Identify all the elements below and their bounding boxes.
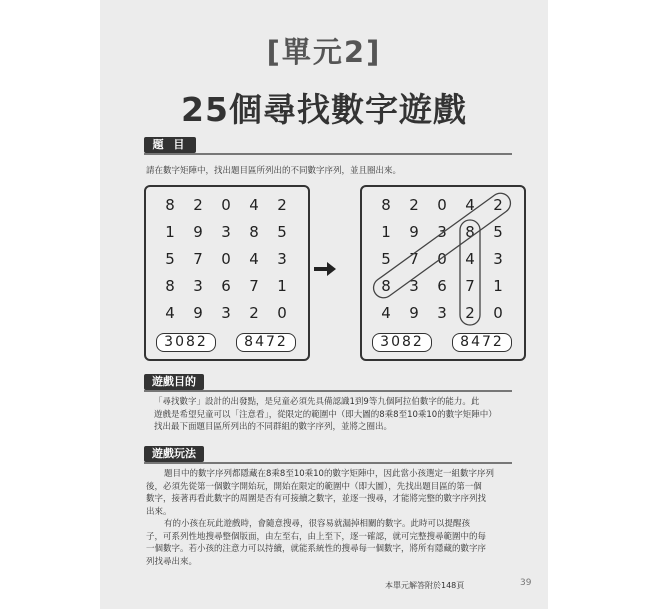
grid-cell: 9 [193,304,203,322]
grid-cell: 6 [221,277,231,295]
paragraph-line: 有的小孩在玩此遊戲時，會隨意搜尋，很容易就漏掉相關的數字。此時可以提醒孩 [164,519,471,529]
grid-cell: 0 [437,250,447,268]
solution-circle-8472 [370,189,515,301]
grid-cell: 0 [221,196,231,214]
howto-paragraph [146,468,510,568]
target-sequence: 8472 [452,333,512,352]
grid-cell: 4 [465,196,475,214]
grid-cell: 9 [409,304,419,322]
grid-cell: 3 [437,304,447,322]
paragraph-line: 一個數字。若小孩的注意力可以持續，就能系統性的搜尋每一個數字，將所有隱藏的數字序 [146,544,487,554]
grid-cell: 2 [249,304,259,322]
number-grid-puzzle [144,185,310,361]
grid-cell: 4 [381,304,391,322]
section-header-question [144,137,512,155]
book-page [100,0,548,609]
target-sequence: 3082 [156,333,216,352]
paragraph-line: 遊戲是希望兒童可以「注意看」，從限定的範圍中（即大圖的8乘8至10乘10的數字矩陣中） [154,409,497,420]
right-arrow-icon [314,262,336,276]
grid-cell: 8 [381,277,391,295]
paragraph-line: 數字，接著再看此數字的周圍是否有可接續之數字，並逐一搜尋，才能將完整的數字序列找 [146,494,487,504]
target-sequence: 3082 [372,333,432,352]
grid-cell: 3 [193,277,203,295]
grid-cell: 8 [249,223,259,241]
answer-note: 本單元解答附於148頁 [385,581,465,590]
grid-cell: 0 [277,304,287,322]
grid-cell: 5 [165,250,175,268]
grid-cell: 0 [437,196,447,214]
grid-cell: 3 [221,223,231,241]
page-number: 39 [520,578,532,588]
grid-cell: 8 [465,223,475,241]
section-header-purpose [144,374,512,392]
grid-cell: 2 [493,196,503,214]
grid-cell: 4 [465,250,475,268]
grid-cell: 0 [221,250,231,268]
grid-cell: 8 [381,196,391,214]
section-label-howto: 遊戲玩法 [144,446,204,462]
grid-cell: 1 [381,223,391,241]
grid-cell: 3 [409,277,419,295]
grid-cell: 3 [493,250,503,268]
section-label-question: 題 目 [144,137,196,153]
page-title: 25個尋找數字遊戲 [181,90,467,129]
section-label-purpose: 遊戲目的 [144,374,204,390]
grid-cell: 2 [277,196,287,214]
grid-cell: 2 [193,196,203,214]
grid-cell: 9 [193,223,203,241]
target-sequence: 8472 [236,333,296,352]
grid-cell: 6 [437,277,447,295]
grid-cell: 3 [277,250,287,268]
grid-cell: 3 [221,304,231,322]
question-text: 請在數字矩陣中，找出題目區所列出的不同數字序列，並且圈出來。 [146,166,402,176]
grid-cell: 2 [465,304,475,322]
grid-cell: 5 [277,223,287,241]
grid-cell: 8 [165,277,175,295]
purpose-paragraph [154,396,518,434]
grid-cell: 5 [381,250,391,268]
paragraph-line: 「尋找數字」設計的出發點，是兒童必須先具備認識1到9等九個阿拉伯數字的能力。此 [154,397,480,407]
grid-cell: 7 [409,250,419,268]
grid-cell: 7 [465,277,475,295]
paragraph-line: 題目中的數字序列都隱藏在8乘8至10乘10的數字矩陣中，因此當小孩選定一組數字序列 [164,469,494,479]
grid-cell: 3 [437,223,447,241]
grid-cell: 5 [493,223,503,241]
paragraph-line: 後，必須先從第一個數字開始玩，開始在限定的範圍中（即大圖），先找出題目區的第一個 [146,481,482,492]
paragraph-line: 出來。 [146,506,172,517]
grid-cell: 9 [409,223,419,241]
grid-cell: 7 [193,250,203,268]
grid-cell: 7 [249,277,259,295]
grid-cell: 1 [277,277,287,295]
solution-circles [362,187,524,359]
paragraph-line: 列找尋出來。 [146,556,198,567]
grid-cell: 4 [249,250,259,268]
grid-cell: 1 [165,223,175,241]
grid-cell: 2 [409,196,419,214]
grid-cell: 8 [165,196,175,214]
unit-heading: [單元2] [266,35,382,69]
grid-cell: 4 [165,304,175,322]
paragraph-line: 子，可系列性地搜尋整個版面，由左至右，由上至下，逐一確認，就可完整搜尋範圍中的每 [146,531,487,542]
number-grid-solution [360,185,526,361]
section-header-howto [144,446,512,464]
grid-cell: 0 [493,304,503,322]
paragraph-line: 找出最下面題目區所列出的不同群組的數字序列，並將之圈出。 [154,422,393,432]
grid-cell: 1 [493,277,503,295]
grid-cell: 4 [249,196,259,214]
solution-circle-vertical [460,220,480,325]
